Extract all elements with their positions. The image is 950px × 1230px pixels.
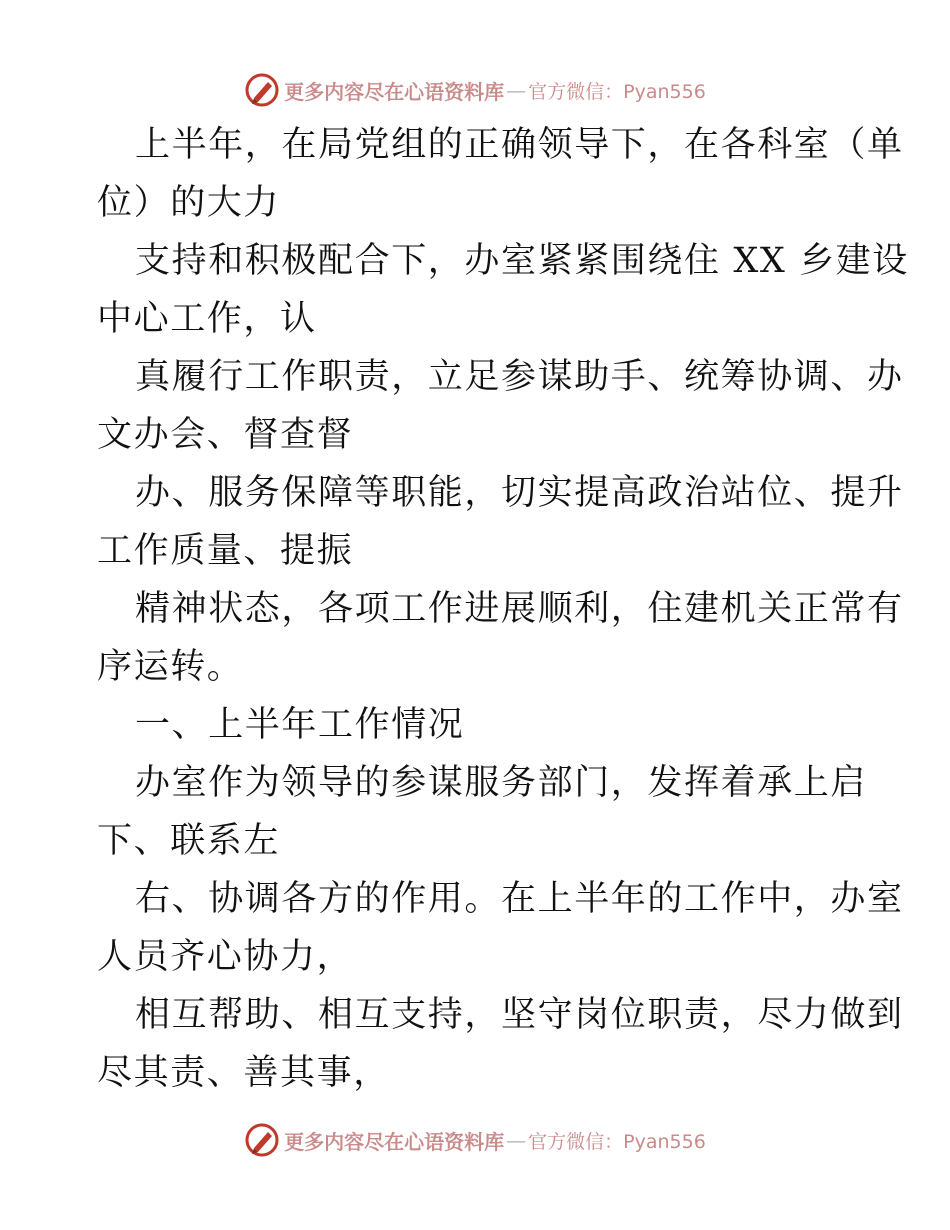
- paragraph-line: 人员齐心协力，: [97, 937, 354, 977]
- section-heading: [97, 696, 867, 754]
- banner-separator: —: [506, 1128, 527, 1152]
- paragraph-line: 相互帮助、相互支持，坚守岗位职责，尽力做到: [135, 995, 904, 1035]
- banner-title: 更多内容尽在心语资料库: [284, 1129, 505, 1154]
- paragraph-line: 位）的大力: [97, 183, 281, 223]
- paragraph-line: 上半年，在局党组的正确领导下，在各科室（单: [135, 125, 904, 165]
- paragraph-line: 真履行工作职责，立足参谋助手、统筹协调、办: [135, 357, 904, 397]
- paragraph: [97, 348, 904, 464]
- paragraph-line: 右、协调各方的作用。在上半年的工作中，办室: [135, 879, 904, 919]
- footer-banner: [0, 1120, 950, 1160]
- banner-wechat: 官方微信：Pyan556: [528, 1130, 706, 1153]
- paragraph-line: 尽其责、善其事，: [97, 1053, 390, 1093]
- paragraph-line: 文办会、督查督: [97, 415, 354, 455]
- section-heading-text: 一、上半年工作情况: [135, 705, 465, 745]
- paragraph-line: 精神状态，各项工作进展顺利，住建机关正常有: [135, 589, 904, 629]
- paragraph-line: 下、联系左: [97, 821, 281, 861]
- banner-separator: —: [506, 78, 527, 102]
- paragraph: [97, 464, 904, 580]
- paragraph-line: 办、服务保障等职能，切实提高政治站位、提升: [135, 473, 904, 513]
- paragraph: [97, 580, 904, 696]
- paragraph-line: 支持和积极配合下，办室紧紧围绕住 XX 乡建设: [135, 241, 909, 281]
- paragraph: [97, 116, 904, 232]
- banner-title: 更多内容尽在心语资料库: [284, 79, 505, 104]
- banner-wechat: 官方微信：Pyan556: [528, 80, 706, 103]
- paragraph-line: 办室作为领导的参谋服务部门，发挥着承上启: [135, 763, 868, 803]
- document-body: [97, 116, 909, 1102]
- paragraph: [97, 870, 904, 986]
- paragraph: [97, 232, 909, 348]
- paragraph: [97, 754, 867, 870]
- header-banner: [0, 70, 950, 110]
- pen-logo-icon: [244, 1122, 280, 1158]
- paragraph: [97, 986, 904, 1102]
- paragraph-line: 工作质量、提振: [97, 531, 354, 571]
- paragraph-line: 中心工作，认: [97, 299, 317, 339]
- paragraph-line: 序运转。: [97, 647, 244, 687]
- pen-logo-icon: [244, 72, 280, 108]
